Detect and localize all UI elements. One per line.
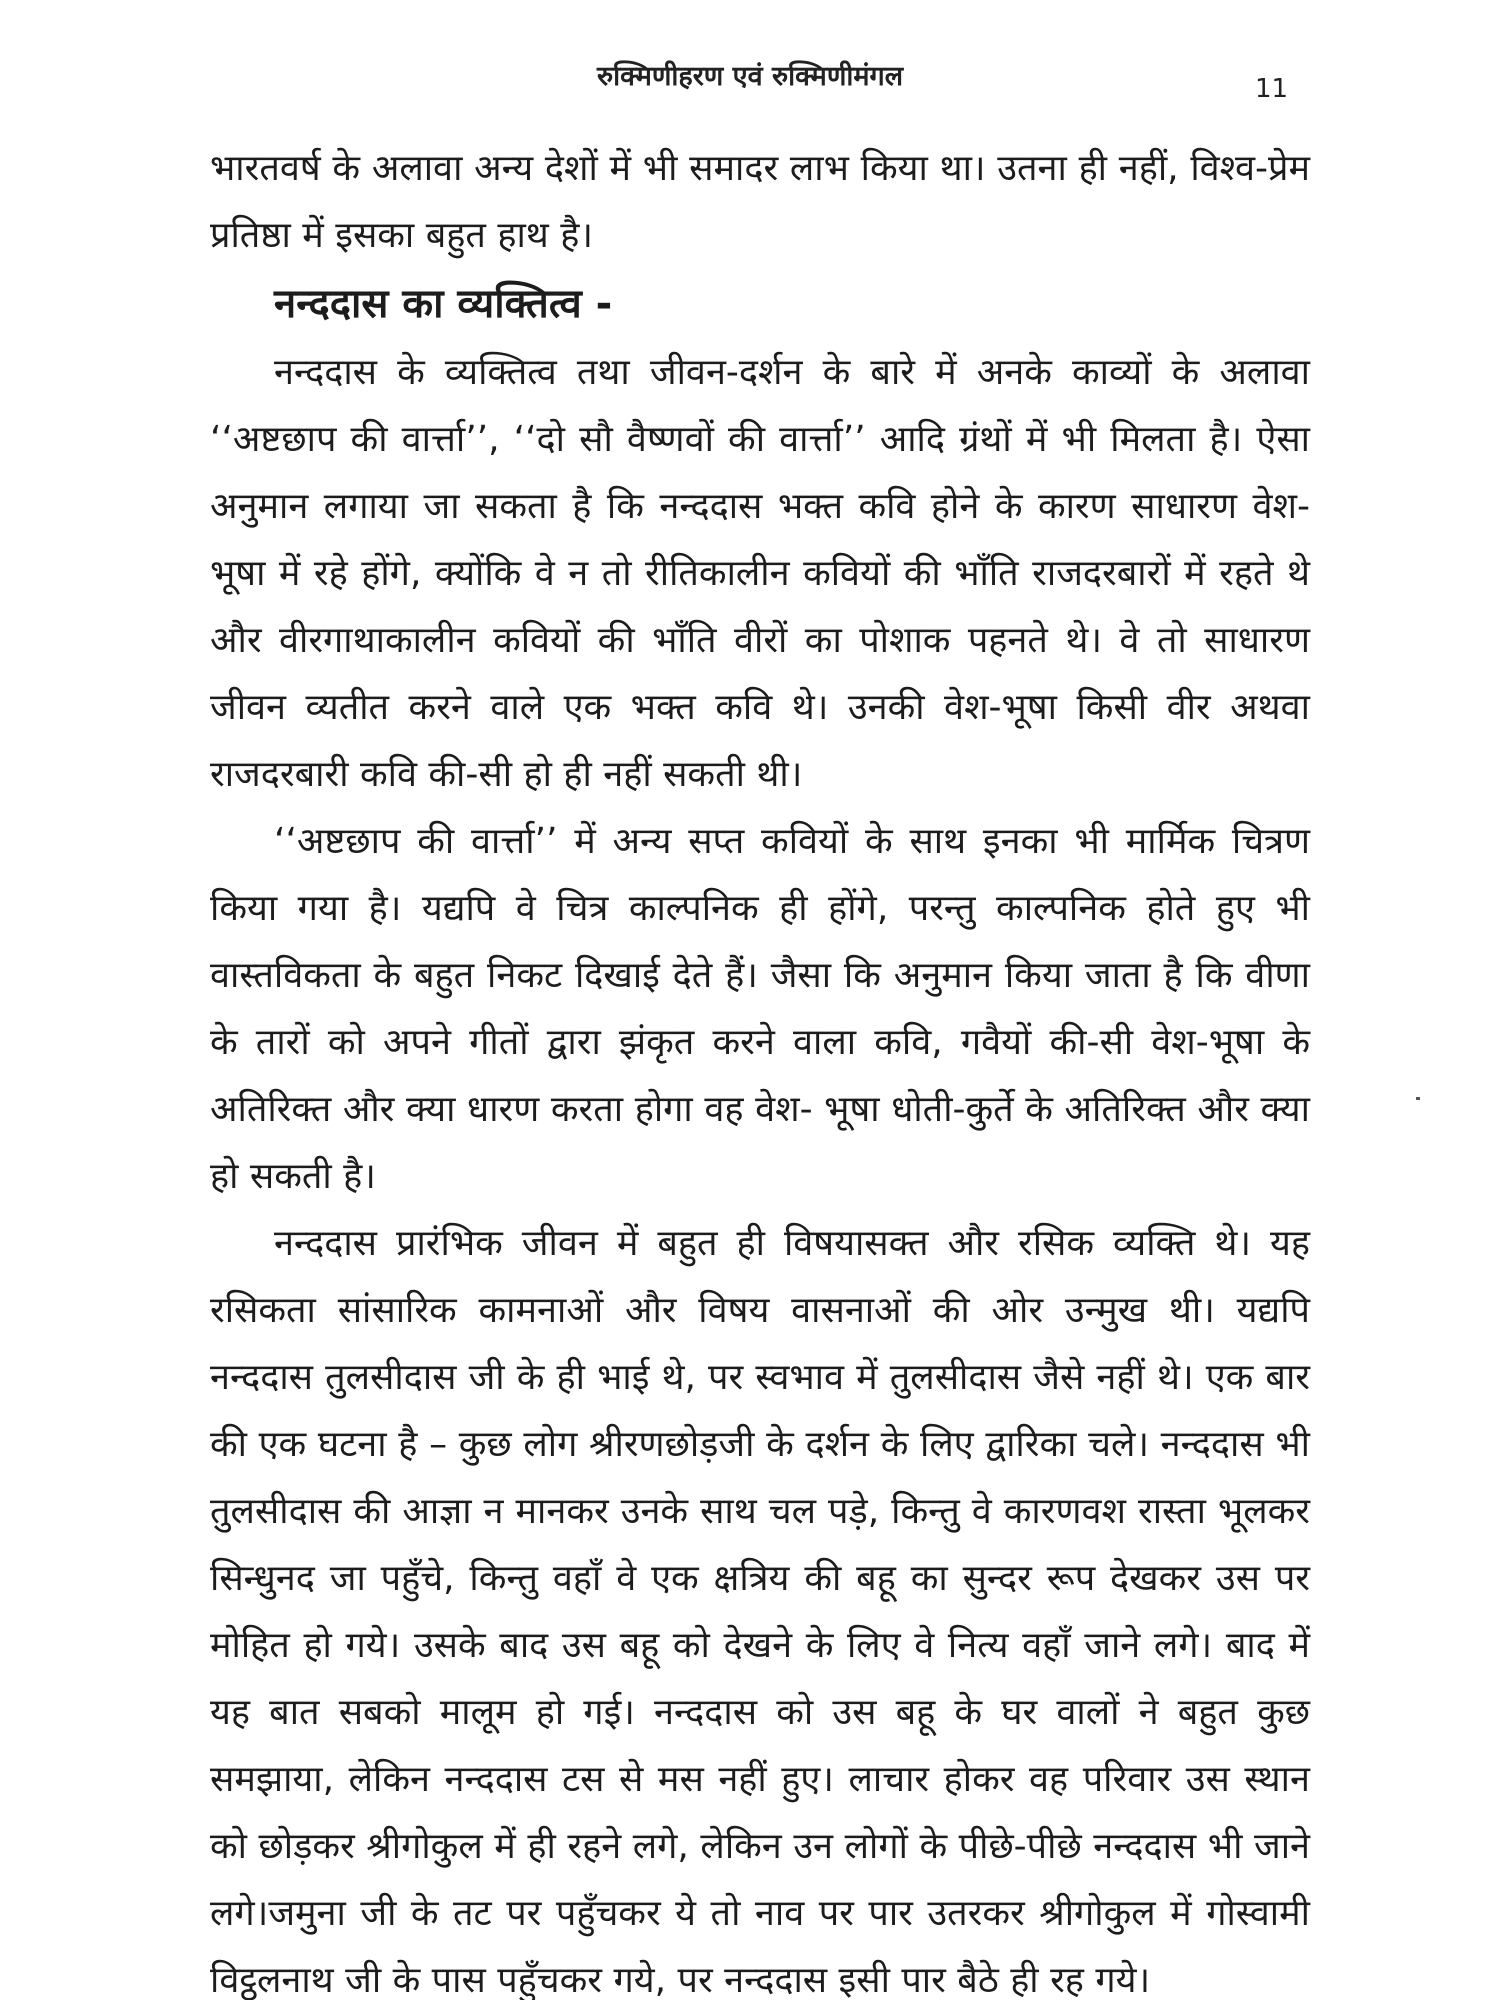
paragraph-early-life: नन्ददास प्रारंभिक जीवन में बहुत ही विषयासक्त और रसिक व्यक्ति थे। यह रसिकता सांसारिक कामनाओं और विषय वासनाओं की ओर उन्मुख थी। यद्यपि नन्ददास तुलसीदास जी के ही भाई थे, पर स्वभाव में तुलसीदास जैसे नहीं थे। एक बार की एक घटना है – कुछ लोग श्रीरणछोड़जी के दर्शन के लिए द्वारिका चले। नन्ददास भी तुलसीदास की आज्ञा न मानकर उनके साथ चल पड़े, किन्तु वे कारणवश रास्ता भूलकर सिन्धुनद जा पहुँचे, किन्तु वहाँ वे एक क्षत्रिय की बहू का सुन्दर रूप देखकर उस पर मोहित हो गये। उसके बाद उस बहू को देखने के लिए वे नित्य वहाँ जाने लगे। बाद में यह बात सबको मालूम हो गई। नन्ददास को उस बहू के घर वालों ने बहुत कुछ समझाया, लेकिन नन्ददास टस से मस नहीं हुए। लाचार होकर वह परिवार उस स्थान को छोड़कर श्रीगोकुल में ही रहने लगे, लेकिन उन लोगों के पीछे-पीछे नन्ददास भी जाने लगे।जमुना जी के तट पर पहुँचकर ये तो नाव पर पार उतरकर श्रीगोकुल में गोस्वामी विट्ठलनाथ जी के पास पहुँचकर गये, पर नन्ददास इसी पार बैठे ही रह गये। <box>210 1223 1310 2000</box>
page-number: 11 <box>1255 74 1289 104</box>
running-header-title: रुक्मिणीहरण एवं रुक्मिणीमंगल <box>597 61 903 92</box>
body-text <box>210 135 1310 2000</box>
paragraph-ashtachhap: ‘‘अष्टछाप की वार्त्ता’’ में अन्य सप्त कवियों के साथ इनका भी मार्मिक चित्रण किया गया है। यद्यपि वे चित्र काल्पनिक ही होंगे, परन्तु काल्पनिक होते हुए भी वास्तविकता के बहुत निकट दिखाई देते हैं। जैसा कि अनुमान किया जाता है कि वीणा के तारों को अपने गीतों द्वारा झंकृत करने वाला कवि, गवैयों की-सी वेश-भूषा के अतिरिक्त और क्या धारण करता होगा वह वेश- भूषा धोती-कुर्ते के अतिरिक्त और क्या हो सकती है। <box>210 821 1310 1197</box>
paragraph-continuation: भारतवर्ष के अलावा अन्य देशों में भी समादर लाभ किया था। उतना ही नहीं, विश्व-प्रेम प्रतिष्ठा में इसका बहुत हाथ है। <box>210 148 1310 256</box>
scan-speck <box>1416 1097 1420 1100</box>
section-heading: नन्ददास का व्यक्तित्व - <box>274 281 613 327</box>
paragraph-personality: नन्ददास के व्यक्तित्व तथा जीवन-दर्शन के बारे में अनके काव्यों के अलावा ‘‘अष्टछाप की वार्त्ता’’, ‘‘दो सौ वैष्णवों की वार्त्ता’’ आदि ग्रंथों में भी मिलता है। ऐसा अनुमान लगाया जा सकता है कि नन्ददास भक्त कवि होने के कारण साधारण वेश-भूषा में रहे होंगे, क्योंकि वे न तो रीतिकालीन कवियों की भाँति राजदरबारों में रहते थे और वीरगाथाकालीन कवियों की भाँति वीरों का पोशाक पहनते थे। वे तो साधारण जीवन व्यतीत करने वाले एक भक्त कवि थे। उनकी वेश-भूषा किसी वीर अथवा राजदरबारी कवि की-सी हो ही नहीं सकती थी। <box>210 352 1310 795</box>
